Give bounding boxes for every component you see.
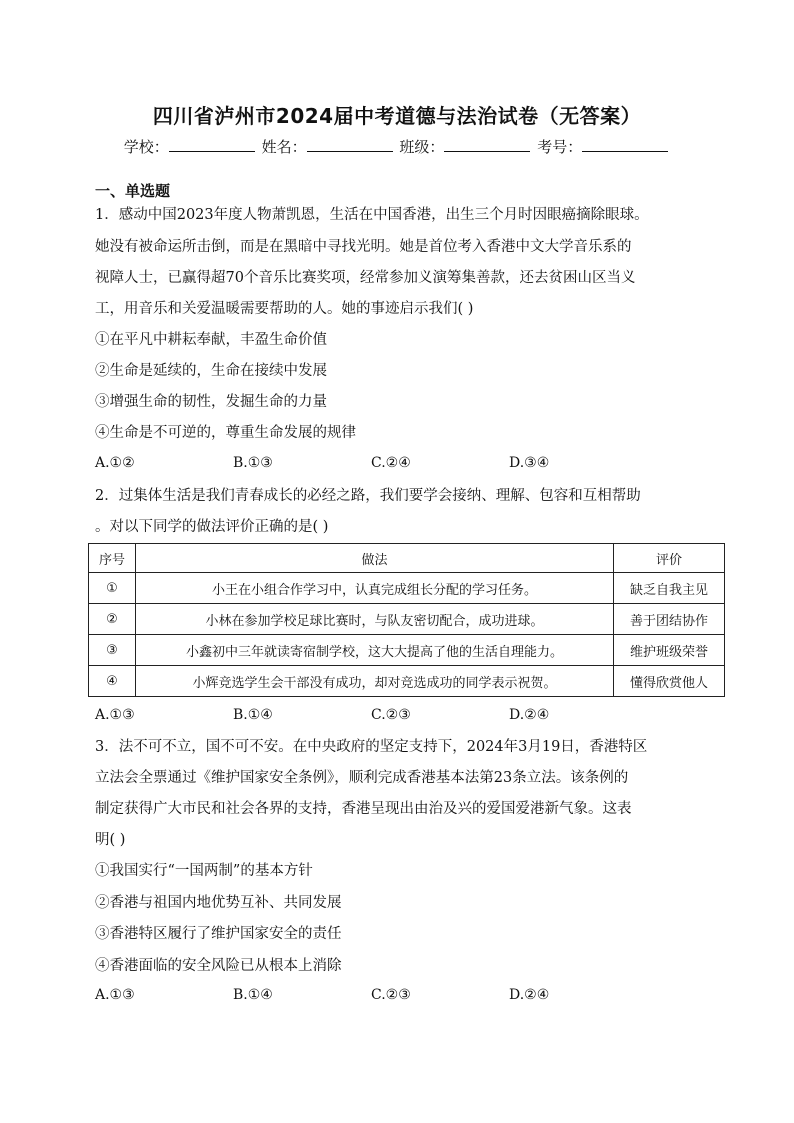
table-cell: 懂得欣赏他人	[614, 666, 725, 697]
q1-option-d[interactable]: D.③④	[509, 455, 550, 471]
q1-options	[95, 455, 715, 475]
table-cell: 小鑫初中三年就读寄宿制学校，这大大提高了他的生活自理能力。	[136, 635, 614, 666]
class-blank[interactable]	[444, 137, 530, 152]
table-header-row	[89, 544, 725, 573]
table-header-cell: 做法	[136, 544, 614, 573]
q1-item: ④生命是不可逆的，尊重生命发展的规律	[95, 425, 356, 441]
q3-option-d[interactable]: D.②④	[509, 987, 550, 1003]
table-cell: 缺乏自我主见	[614, 573, 725, 604]
q1-option-a[interactable]: A.①②	[95, 455, 135, 471]
table-row	[89, 635, 725, 666]
table-row	[89, 666, 725, 697]
table-cell: ④	[89, 666, 136, 697]
table-cell: 小林在参加学校足球比赛时，与队友密切配合，成功进球。	[136, 604, 614, 635]
school-label: 学校：	[123, 138, 169, 156]
q2-option-b[interactable]: B.①④	[233, 707, 273, 723]
q1-item: ③增强生命的韧性，发掘生命的力量	[95, 394, 327, 410]
q2-options	[95, 707, 715, 727]
q3-option-a[interactable]: A.①③	[95, 987, 135, 1003]
q3-item: ②香港与祖国内地优势互补、共同发展	[95, 895, 342, 911]
q3-options	[95, 987, 715, 1007]
number-label: 考号：	[537, 138, 583, 156]
evaluation-table	[88, 543, 725, 697]
q3-item: ①我国实行“一国两制”的基本方针	[95, 863, 313, 879]
q1-line: 工，用音乐和关爱温暖需要帮助的人。她的事迹启示我们( )	[95, 301, 474, 317]
student-info-row	[0, 136, 794, 157]
table-cell: 小王在小组合作学习中，认真完成组长分配的学习任务。	[136, 573, 614, 604]
q1-item: ②生命是延续的，生命在接续中发展	[95, 363, 327, 379]
table-cell: ①	[89, 573, 136, 604]
q1-option-c[interactable]: C.②④	[371, 455, 411, 471]
q2-line: 2．过集体生活是我们青春成长的必经之路，我们要学会接纳、理解、包容和互相帮助	[95, 488, 641, 504]
q1-item: ①在平凡中耕耘奉献，丰盈生命价值	[95, 332, 327, 348]
q3-item: ③香港特区履行了维护国家安全的责任	[95, 926, 342, 942]
q2-option-c[interactable]: C.②③	[371, 707, 411, 723]
q3-line: 3．法不可不立，国不可不安。在中央政府的坚定支持下，2024年3月19日，香港特区	[95, 739, 648, 755]
q1-line: 视障人士，已赢得超70个音乐比赛奖项，经常参加义演筹集善款，还去贫困山区当义	[95, 270, 636, 286]
q1-option-b[interactable]: B.①③	[233, 455, 273, 471]
table-cell: ③	[89, 635, 136, 666]
table-header-cell: 序号	[89, 544, 136, 573]
q3-option-b[interactable]: B.①④	[233, 987, 273, 1003]
q3-line: 立法会全票通过《维护国家安全条例》，顺利完成香港基本法第23条立法。该条例的	[95, 770, 629, 786]
q2-line: 。对以下同学的做法评价正确的是( )	[95, 519, 329, 535]
q2-option-a[interactable]: A.①③	[95, 707, 135, 723]
q3-option-c[interactable]: C.②③	[371, 987, 411, 1003]
q3-line: 制定获得广大市民和社会各界的支持，香港呈现出由治及兴的爱国爱港新气象。这表	[95, 801, 632, 817]
table-row	[89, 604, 725, 635]
table-cell: 维护班级荣誉	[614, 635, 725, 666]
q1-line: 1．感动中国2023年度人物萧凯恩，生活在中国香港，出生三个月时因眼癌摘除眼球。	[95, 207, 649, 223]
class-label: 班级：	[399, 138, 445, 156]
table-header-cell: 评价	[614, 544, 725, 573]
table-row	[89, 573, 725, 604]
school-blank[interactable]	[169, 137, 255, 152]
q3-line: 明( )	[95, 832, 126, 848]
table-cell: 善于团结协作	[614, 604, 725, 635]
q1-line: 她没有被命运所击倒，而是在黑暗中寻找光明。她是首位考入香港中文大学音乐系的	[95, 239, 632, 255]
page-title: 四川省泸州市2024届中考道德与法治试卷（无答案）	[152, 104, 642, 128]
q3-item: ④香港面临的安全风险已从根本上消除	[95, 958, 342, 974]
q2-option-d[interactable]: D.②④	[509, 707, 550, 723]
table-cell: 小辉竞选学生会干部没有成功，却对竞选成功的同学表示祝贺。	[136, 666, 614, 697]
name-label: 姓名：	[261, 138, 307, 156]
section-heading: 一、单选题	[95, 182, 171, 200]
name-blank[interactable]	[307, 137, 393, 152]
number-blank[interactable]	[582, 137, 668, 152]
table-cell: ②	[89, 604, 136, 635]
